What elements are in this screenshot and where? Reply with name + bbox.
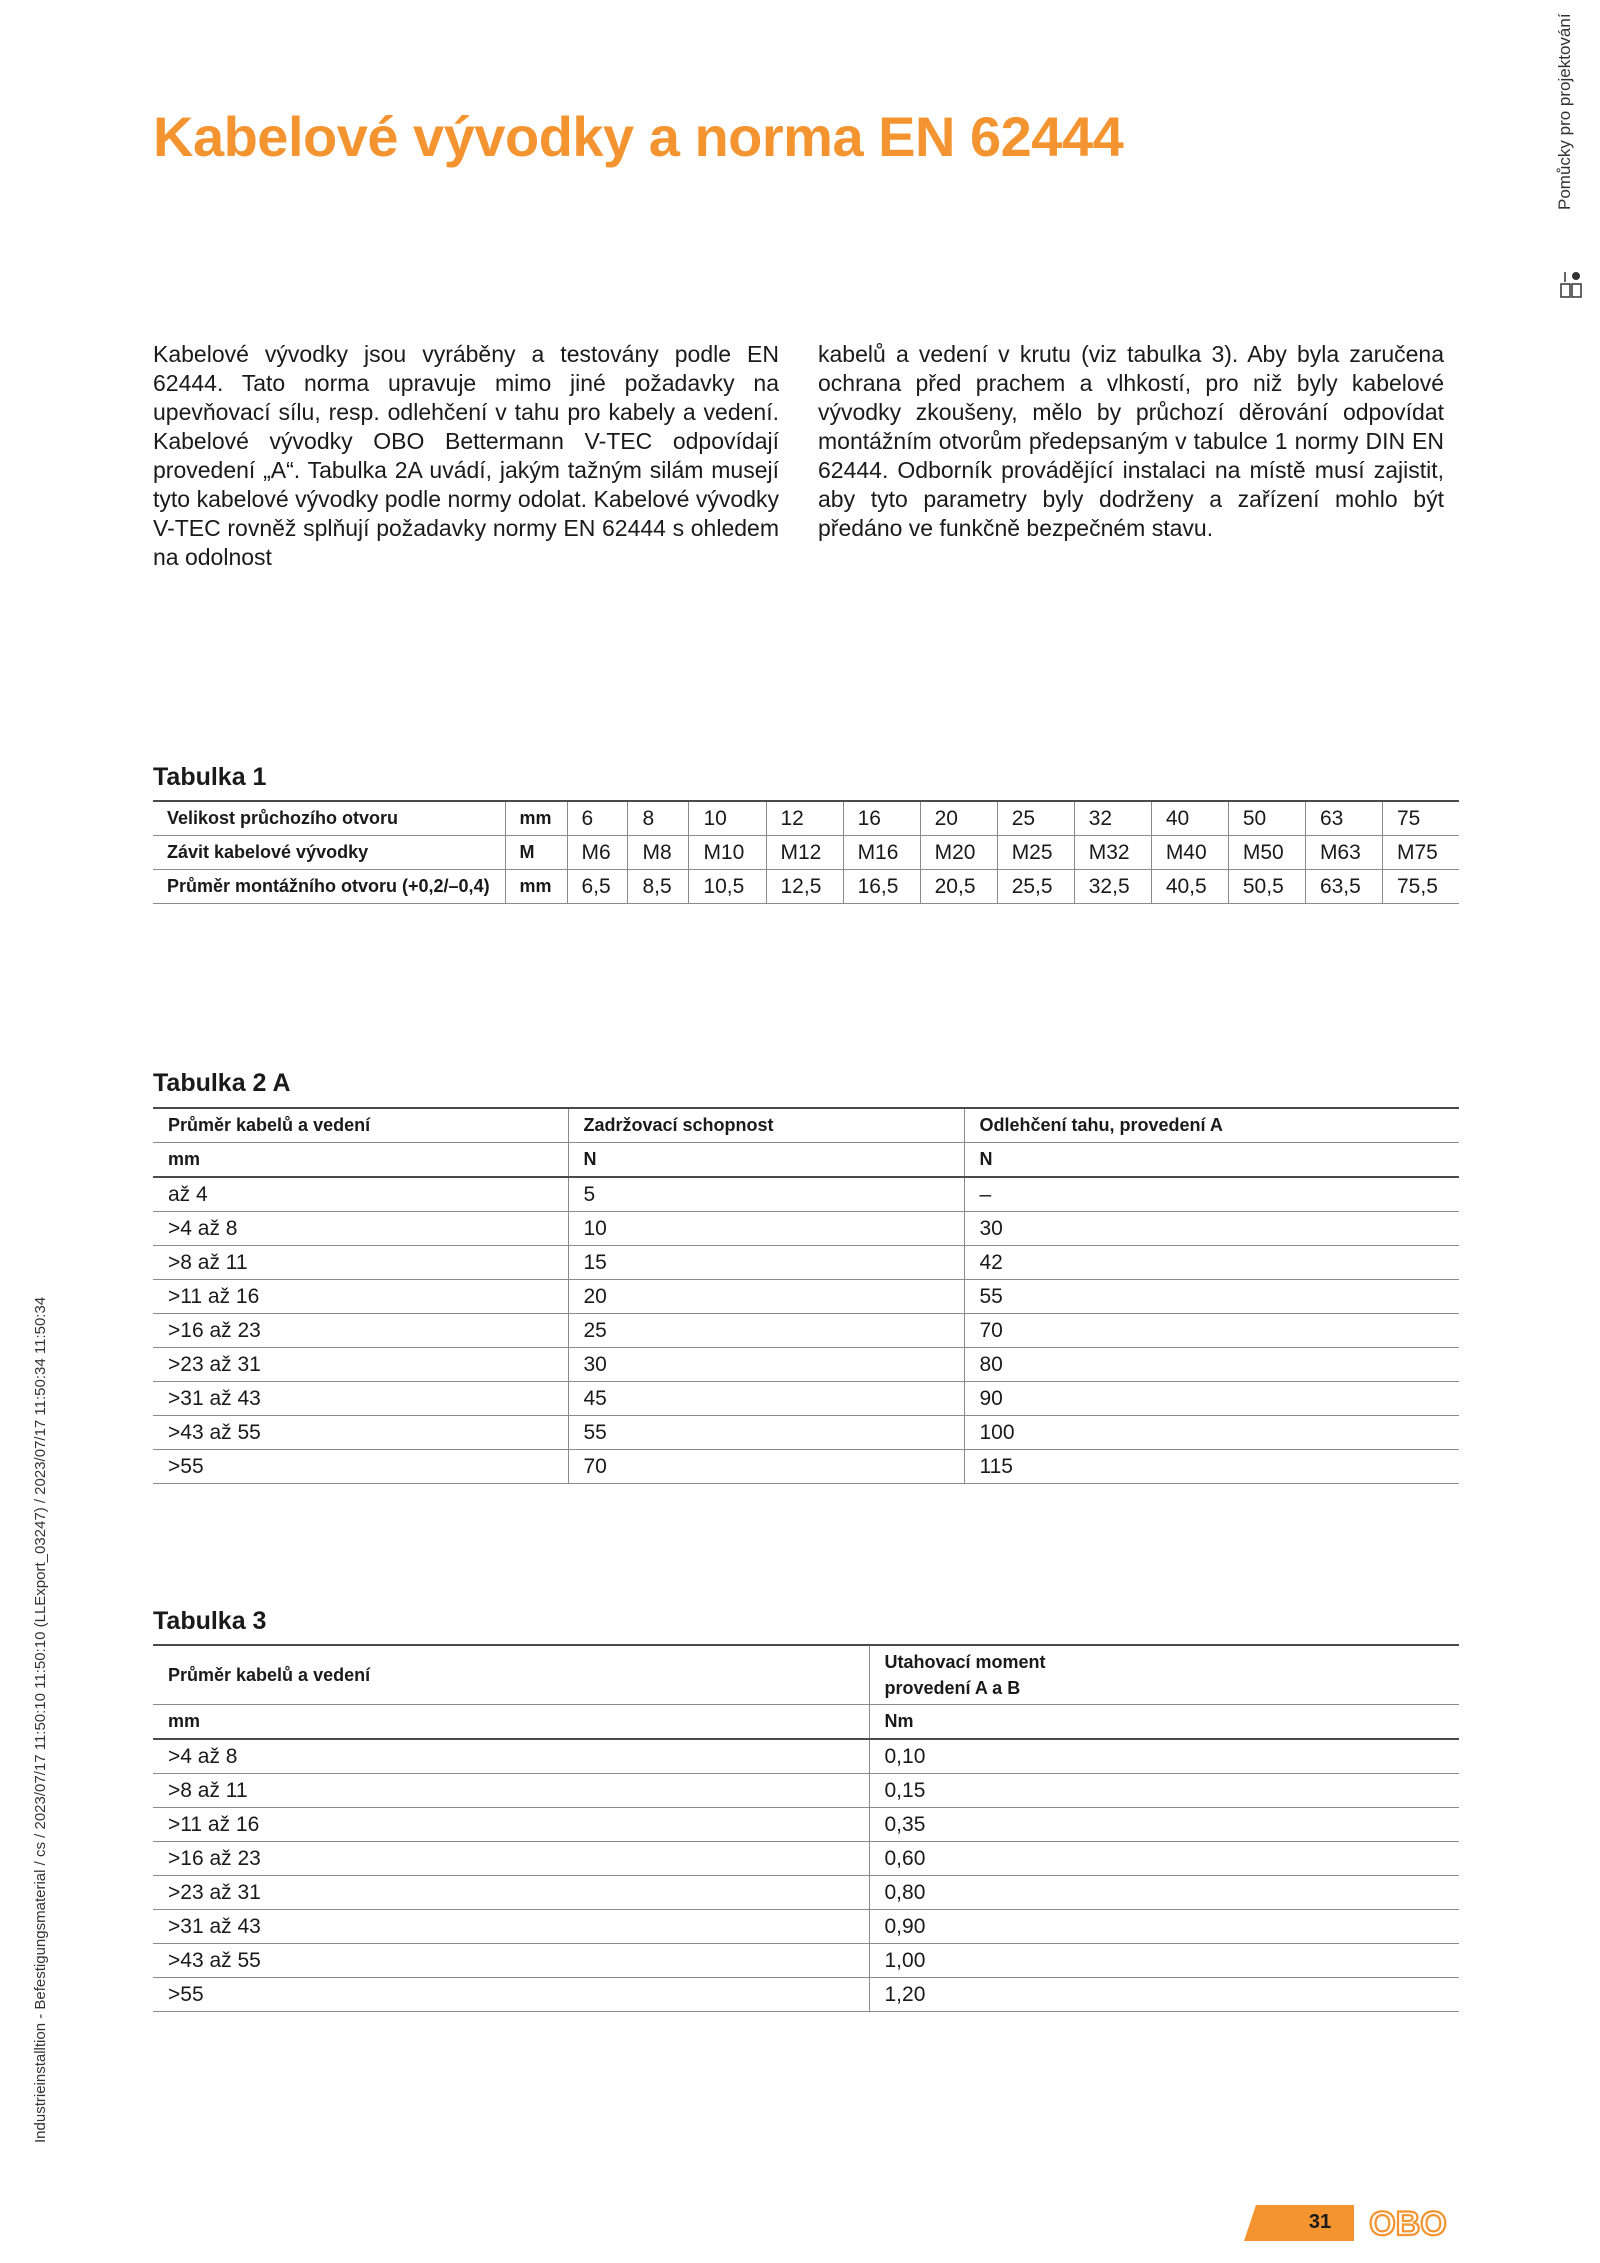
table3-heading: Tabulka 3 <box>153 1607 267 1635</box>
table-cell: M10 <box>689 836 766 870</box>
table-cell: M16 <box>843 836 920 870</box>
table-row <box>153 1382 1459 1416</box>
table-cell: >16 až 23 <box>153 1842 869 1876</box>
table-cell: M75 <box>1383 836 1460 870</box>
table-row <box>153 1876 1459 1910</box>
table-cell: 90 <box>964 1382 1459 1416</box>
table-row <box>153 1910 1459 1944</box>
table-cell: 80 <box>964 1348 1459 1382</box>
page-title: Kabelové vývodky a norma EN 62444 <box>153 105 1124 168</box>
row-label: Průměr montážního otvoru (+0,2/–0,4) <box>153 870 505 904</box>
row-label: Závit kabelové vývodky <box>153 836 505 870</box>
table-header-row <box>153 1108 1459 1143</box>
table-cell: 12 <box>766 801 843 836</box>
table-unit-cell: N <box>964 1143 1459 1178</box>
intro-text-left: Kabelové vývodky jsou vyráběny a testovány podle EN 62444. Tato norma upravuje mimo jiné požadavky na upevňovací sílu, resp. odlehčení v tahu pro kabely a vedení. Kabelové vývodky OBO Bettermann V-TEC odpovídají provedení „A“. Tabulka 2A uvádí, jakým tažným silám musejí tyto kabelové vývodky podle normy odolat. Kabelové vývodky V-TEC rovněž splňují požadavky normy EN 62444 s ohledem na odolnost <box>153 341 779 570</box>
logo-text: OBO <box>1369 2205 1447 2243</box>
table-cell: 32,5 <box>1074 870 1151 904</box>
table-cell: 6 <box>567 801 628 836</box>
table-row <box>153 1450 1459 1484</box>
table-cell: M8 <box>628 836 689 870</box>
table-cell: 75,5 <box>1383 870 1460 904</box>
table-row <box>153 836 1459 870</box>
section-side-label: Pomůcky pro projektování <box>1555 13 1574 210</box>
table-cell: 50,5 <box>1228 870 1305 904</box>
table-cell: M50 <box>1228 836 1305 870</box>
table-row <box>153 1739 1459 1774</box>
table-row <box>153 1212 1459 1246</box>
table-row <box>153 1416 1459 1450</box>
table-cell: 1,00 <box>869 1944 1459 1978</box>
table-cell: 15 <box>568 1246 964 1280</box>
table-row <box>153 1944 1459 1978</box>
page-number: 31 <box>1308 2211 1332 2233</box>
print-imprint: Industrieinstalltion - Befestigungsmaterial / cs / 2023/07/17 11:50:10 11:50:10 (LLExport_03247) / 2023/07/17 11:50:34 11:50:34 <box>32 1296 49 2143</box>
table-cell: 45 <box>568 1382 964 1416</box>
table-cell: 30 <box>964 1212 1459 1246</box>
table-cell: 16,5 <box>843 870 920 904</box>
table-cell: 100 <box>964 1416 1459 1450</box>
table-cell: 10 <box>689 801 766 836</box>
table-cell: 10,5 <box>689 870 766 904</box>
row-unit: mm <box>505 870 567 904</box>
table-cell: >8 až 11 <box>153 1246 568 1280</box>
table-cell: 0,90 <box>869 1910 1459 1944</box>
table-cell: >16 až 23 <box>153 1314 568 1348</box>
intro-text-right: kabelů a vedení v krutu (viz tabulka 3). Aby byla zaručena ochrana před prachem a vlhkostí, pro niž byly kabelové vývodky zkoušeny, mělo by průchozí děrování odpovídat montážním otvorům předepsaným v tabulce 1 normy DIN EN 62444. Odborník provádějící instalaci na místě musí zajistit, aby tyto parametry byly dodrženy a zařízení mohlo být předáno ve funkčně bezpečném stavu. <box>818 341 1444 541</box>
table-cell: 12,5 <box>766 870 843 904</box>
table-cell: M12 <box>766 836 843 870</box>
table-cell: >23 až 31 <box>153 1348 568 1382</box>
table-cell: >4 až 8 <box>153 1739 869 1774</box>
table-row <box>153 1842 1459 1876</box>
table-cell: 20,5 <box>920 870 997 904</box>
table-cell: 8,5 <box>628 870 689 904</box>
table-cell: >4 až 8 <box>153 1212 568 1246</box>
table-unit-cell: Nm <box>869 1705 1459 1740</box>
table-cell: 32 <box>1074 801 1151 836</box>
table-cell: 42 <box>964 1246 1459 1280</box>
table-row <box>153 1978 1459 2012</box>
table-header-cell: Průměr kabelů a vedení <box>153 1645 869 1705</box>
table-cell: M6 <box>567 836 628 870</box>
table-unit-cell: mm <box>153 1705 869 1740</box>
table-row <box>153 1246 1459 1280</box>
table-cell: 40 <box>1151 801 1228 836</box>
table-cell: >43 až 55 <box>153 1944 869 1978</box>
table-cell: M40 <box>1151 836 1228 870</box>
table-row <box>153 870 1459 904</box>
table-cell: M63 <box>1305 836 1382 870</box>
table-cell: 0,10 <box>869 1739 1459 1774</box>
table-cell: 50 <box>1228 801 1305 836</box>
obo-logo <box>1362 2203 1454 2243</box>
table-cell: 70 <box>964 1314 1459 1348</box>
table-cell: >55 <box>153 1978 869 2012</box>
table-cell: >8 až 11 <box>153 1774 869 1808</box>
table-cell: – <box>964 1177 1459 1212</box>
table-cell: 10 <box>568 1212 964 1246</box>
table-row <box>153 1280 1459 1314</box>
table-header-cell: Průměr kabelů a vedení <box>153 1108 568 1143</box>
table-cell: 30 <box>568 1348 964 1382</box>
table-cell: 20 <box>920 801 997 836</box>
table-cell: 25 <box>568 1314 964 1348</box>
table-header-cell: Zadržovací schopnost <box>568 1108 964 1143</box>
table-cell: 75 <box>1383 801 1460 836</box>
table2 <box>153 1107 1459 1484</box>
row-label: Velikost průchozího otvoru <box>153 801 505 836</box>
table-cell: 0,15 <box>869 1774 1459 1808</box>
row-unit: mm <box>505 801 567 836</box>
table-cell: 55 <box>964 1280 1459 1314</box>
table-cell: 63 <box>1305 801 1382 836</box>
table-cell: M20 <box>920 836 997 870</box>
table-cell: >11 až 16 <box>153 1280 568 1314</box>
table1 <box>153 800 1459 904</box>
table-row <box>153 1774 1459 1808</box>
table-cell: až 4 <box>153 1177 568 1212</box>
table-unit-cell: N <box>568 1143 964 1178</box>
table-row <box>153 1348 1459 1382</box>
table-unit-row <box>153 1705 1459 1740</box>
table-cell: 6,5 <box>567 870 628 904</box>
table-cell: 0,80 <box>869 1876 1459 1910</box>
table-cell: 16 <box>843 801 920 836</box>
table-cell: 115 <box>964 1450 1459 1484</box>
table-row <box>153 1808 1459 1842</box>
table-cell: 0,60 <box>869 1842 1459 1876</box>
torque-header-line2: provedení A a B <box>884 1678 1021 1698</box>
table-row <box>153 1177 1459 1212</box>
table-cell: 20 <box>568 1280 964 1314</box>
table-cell: 0,35 <box>869 1808 1459 1842</box>
table-cell: 1,20 <box>869 1978 1459 2012</box>
table-header-cell: Odlehčení tahu, provedení A <box>964 1108 1459 1143</box>
table-cell: 40,5 <box>1151 870 1228 904</box>
row-unit: M <box>505 836 567 870</box>
table-cell: 25 <box>997 801 1074 836</box>
table-cell: 55 <box>568 1416 964 1450</box>
table-cell: 63,5 <box>1305 870 1382 904</box>
torque-header-line1: Utahovací moment <box>884 1652 1046 1672</box>
table-cell: >31 až 43 <box>153 1910 869 1944</box>
table-cell: 25,5 <box>997 870 1074 904</box>
table3 <box>153 1644 1459 2012</box>
table-cell: >55 <box>153 1450 568 1484</box>
table-cell: >31 až 43 <box>153 1382 568 1416</box>
table1-heading: Tabulka 1 <box>153 763 267 791</box>
table-row <box>153 1314 1459 1348</box>
table-cell: 5 <box>568 1177 964 1212</box>
table-row <box>153 801 1459 836</box>
table-cell: >11 až 16 <box>153 1808 869 1842</box>
table-cell: M32 <box>1074 836 1151 870</box>
table-cell: 70 <box>568 1450 964 1484</box>
table2-heading: Tabulka 2 A <box>153 1069 291 1097</box>
table-unit-cell: mm <box>153 1143 568 1178</box>
table-cell: >23 až 31 <box>153 1876 869 1910</box>
tools-icon <box>1560 270 1582 298</box>
table-cell: >43 až 55 <box>153 1416 568 1450</box>
table-unit-row <box>153 1143 1459 1178</box>
table-cell: 8 <box>628 801 689 836</box>
table-cell: M25 <box>997 836 1074 870</box>
table-header-row <box>153 1645 1459 1705</box>
table-header-cell <box>869 1645 1459 1705</box>
